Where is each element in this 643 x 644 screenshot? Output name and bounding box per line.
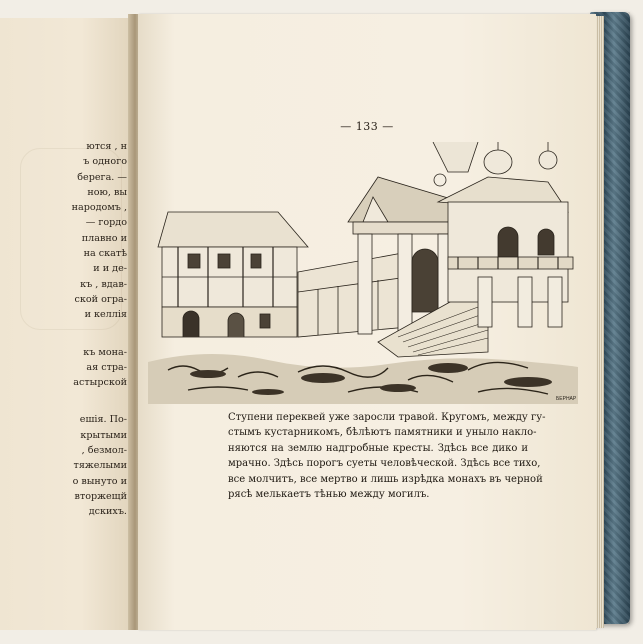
engraver-signature: БЕРНАР [556, 396, 577, 402]
left-page-line: къ мона- [83, 346, 127, 358]
left-page [0, 18, 135, 630]
left-page-line: ною, вы [87, 186, 127, 198]
left-page-line: ской огра- [74, 293, 127, 305]
left-page-line: ая стра- [86, 361, 127, 373]
left-page-line: астырской [73, 377, 127, 389]
text-line: все молчитъ, все мертво и лишь изрѣдка монахъ въ черной [228, 473, 543, 485]
engraving-illustration [148, 142, 578, 404]
left-page-line: , безмол- [81, 445, 127, 457]
left-page-line: и и де- [93, 263, 127, 275]
left-page-line: вторжещй [74, 490, 127, 502]
left-page-line: плавно и [81, 232, 127, 244]
text-line: Ступени переквей уже заросли травой. Кругомъ, между гу- [228, 412, 546, 423]
left-page-line: тяжелыми [73, 460, 127, 472]
left-page-line: о вынуто и [72, 475, 127, 487]
left-page-line [72, 390, 127, 412]
left-page-line: на скатѣ [83, 248, 127, 260]
left-page-line: — гордо [85, 217, 127, 229]
left-page-line: народомъ , [71, 202, 127, 214]
left-page-line [72, 323, 127, 345]
left-page-line: ъ одного [83, 156, 127, 168]
right-page [138, 14, 596, 630]
page-body-text [228, 410, 546, 502]
text-line: няются на землю надгробные кресты. Здѣсь все дико и [228, 442, 528, 454]
left-page-line: крытыми [80, 429, 127, 441]
text-line: стымъ кустарникомъ, бѣлѣютъ памятники и уныло накло- [228, 427, 537, 439]
text-line: рясѣ мелькаетъ тѣнью между могилъ. [228, 489, 430, 501]
left-page-line: къ , вдав- [80, 278, 127, 290]
text-line: мрачно. Здѣсь порогъ суеты человѣческой. Здѣсь все тихо, [228, 458, 541, 470]
left-page-line: берега. — [77, 171, 127, 183]
page-edges [596, 16, 604, 628]
left-page-text [72, 139, 127, 520]
left-page-line: ешія. По- [79, 414, 127, 426]
left-page-line: дскихъ. [88, 506, 127, 518]
page-number: — 133 — [340, 120, 394, 133]
left-page-line: и келлія [84, 309, 127, 321]
left-page-line: ются , н [86, 141, 127, 152]
